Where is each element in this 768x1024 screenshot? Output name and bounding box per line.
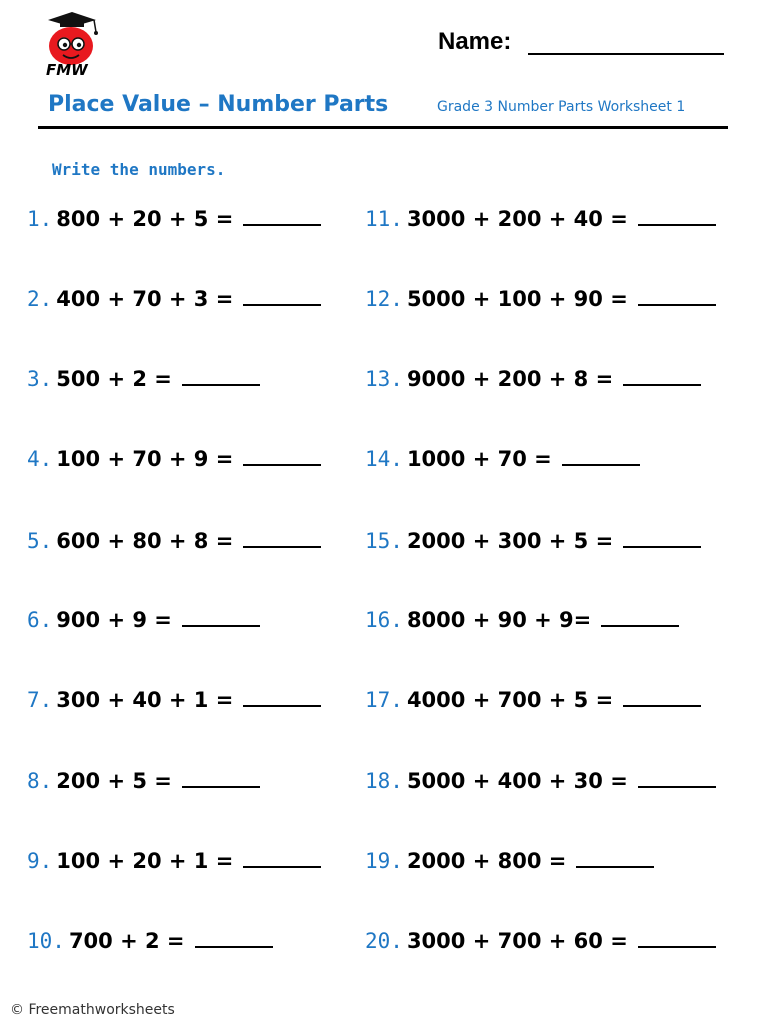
worksheet-subtitle: Grade 3 Number Parts Worksheet 1	[437, 99, 686, 115]
problem-number: 12.	[365, 287, 403, 311]
logo-text: FMW	[46, 61, 88, 79]
problem-18	[365, 768, 716, 798]
problem-12	[365, 286, 716, 316]
copyright-footer: © Freemathworksheets	[10, 1002, 175, 1018]
name-field[interactable]	[528, 53, 724, 55]
header-divider	[38, 126, 728, 129]
problem-16	[365, 607, 679, 637]
problem-9	[27, 848, 321, 878]
problem-6	[27, 607, 260, 637]
problem-number: 4.	[27, 447, 53, 471]
problem-expression: 500 + 2 =	[56, 367, 172, 391]
answer-blank[interactable]	[576, 848, 654, 868]
answer-blank[interactable]	[243, 848, 321, 868]
problem-expression: 3000 + 700 + 60 =	[406, 929, 628, 953]
problem-number: 1.	[27, 207, 53, 231]
problem-expression: 4000 + 700 + 5 =	[406, 688, 614, 712]
problem-13	[365, 366, 701, 396]
problem-expression: 100 + 20 + 1 =	[56, 849, 234, 873]
answer-blank[interactable]	[623, 366, 701, 386]
answer-blank[interactable]	[623, 528, 701, 548]
problem-10	[27, 928, 273, 958]
problem-expression: 700 + 2 =	[68, 929, 185, 953]
problem-7	[27, 687, 321, 717]
problem-number: 5.	[27, 529, 53, 553]
answer-blank[interactable]	[623, 687, 701, 707]
problem-2	[27, 286, 321, 316]
problem-20	[365, 928, 716, 958]
problem-expression: 2000 + 300 + 5 =	[406, 529, 614, 553]
problem-number: 2.	[27, 287, 53, 311]
problem-11	[365, 206, 716, 236]
problem-1	[27, 206, 321, 236]
problem-expression: 5000 + 400 + 30 =	[406, 769, 628, 793]
problem-expression: 800 + 20 + 5 =	[56, 207, 234, 231]
problem-expression: 3000 + 200 + 40 =	[406, 207, 628, 231]
problem-number: 7.	[27, 688, 53, 712]
problem-expression: 900 + 9 =	[56, 608, 172, 632]
problem-number: 9.	[27, 849, 53, 873]
answer-blank[interactable]	[638, 928, 716, 948]
answer-blank[interactable]	[243, 528, 321, 548]
answer-blank[interactable]	[243, 687, 321, 707]
problem-expression: 9000 + 200 + 8 =	[406, 367, 614, 391]
answer-blank[interactable]	[243, 446, 321, 466]
problem-number: 16.	[365, 608, 403, 632]
problem-number: 15.	[365, 529, 403, 553]
problem-15	[365, 528, 701, 558]
problem-number: 11.	[365, 207, 403, 231]
answer-blank[interactable]	[638, 206, 716, 226]
problem-number: 13.	[365, 367, 403, 391]
problem-number: 14.	[365, 447, 403, 471]
problem-expression: 1000 + 70 =	[406, 447, 552, 471]
answer-blank[interactable]	[601, 607, 679, 627]
problem-5	[27, 528, 321, 558]
problem-expression: 400 + 70 + 3 =	[56, 287, 234, 311]
problem-expression: 5000 + 100 + 90 =	[406, 287, 628, 311]
problem-number: 10.	[27, 929, 65, 953]
problem-4	[27, 446, 321, 476]
worksheet-title: Place Value – Number Parts	[48, 92, 389, 117]
problem-8	[27, 768, 260, 798]
problem-expression: 200 + 5 =	[56, 769, 172, 793]
answer-blank[interactable]	[638, 768, 716, 788]
answer-blank[interactable]	[182, 607, 260, 627]
answer-blank[interactable]	[562, 446, 640, 466]
answer-blank[interactable]	[195, 928, 273, 948]
problem-number: 17.	[365, 688, 403, 712]
answer-blank[interactable]	[182, 366, 260, 386]
problem-expression: 600 + 80 + 8 =	[56, 529, 234, 553]
problem-19	[365, 848, 654, 878]
problem-17	[365, 687, 701, 717]
problem-number: 8.	[27, 769, 53, 793]
problem-expression: 300 + 40 + 1 =	[56, 688, 234, 712]
problem-number: 20.	[365, 929, 403, 953]
name-label: Name:	[438, 28, 512, 55]
answer-blank[interactable]	[243, 206, 321, 226]
answer-blank[interactable]	[638, 286, 716, 306]
instruction-text: Write the numbers.	[52, 160, 226, 179]
problem-number: 19.	[365, 849, 403, 873]
problem-number: 3.	[27, 367, 53, 391]
problem-expression: 100 + 70 + 9 =	[56, 447, 234, 471]
answer-blank[interactable]	[243, 286, 321, 306]
problem-expression: 8000 + 90 + 9=	[406, 608, 592, 632]
answer-blank[interactable]	[182, 768, 260, 788]
problem-expression: 2000 + 800 =	[406, 849, 567, 873]
problem-14	[365, 446, 640, 476]
problem-number: 6.	[27, 608, 53, 632]
problem-3	[27, 366, 260, 396]
problem-number: 18.	[365, 769, 403, 793]
